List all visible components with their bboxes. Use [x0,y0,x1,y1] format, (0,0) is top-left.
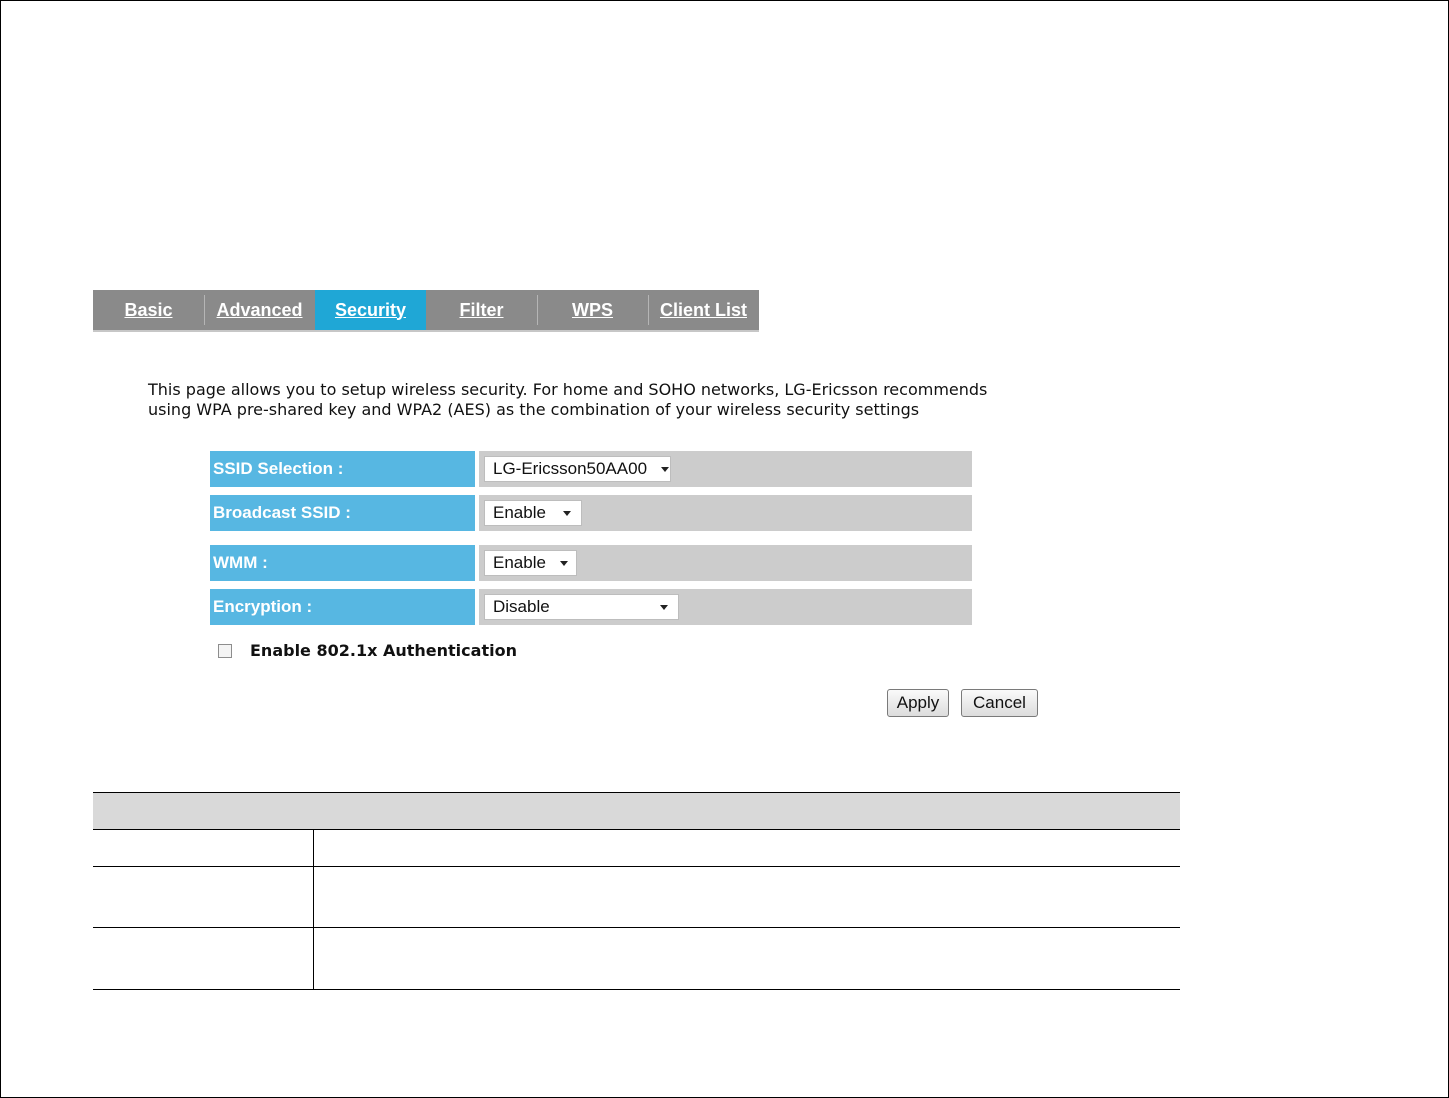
auth-8021x-row [218,641,517,660]
tab-security[interactable]: Security [315,290,426,330]
ssid-selection-value: LG-Ericsson50AA00 [493,459,648,478]
broadcast-ssid-row [210,495,972,531]
table-cell [93,867,314,928]
description-table [93,792,1180,990]
wmm-value: Enable [493,553,546,572]
apply-button[interactable]: Apply [887,689,949,717]
intro-line-1: This page allows you to setup wireless security. For home and SOHO networks, LG-Ericsson recommends [148,380,988,399]
chevron-down-icon [563,511,571,516]
intro-text [148,380,1048,420]
wmm-select[interactable] [484,550,577,576]
table-header-cell [93,793,1180,830]
tab-filter[interactable]: Filter [459,299,504,320]
chevron-down-icon [560,561,568,566]
table-cell [314,928,1181,990]
table-row [93,830,1180,867]
encryption-cell [479,589,972,625]
broadcast-ssid-label: Broadcast SSID : [210,495,475,531]
cancel-button[interactable]: Cancel [961,689,1038,717]
table-row [93,928,1180,990]
broadcast-ssid-value: Enable [493,503,546,522]
wmm-cell [479,545,972,581]
tab-advanced[interactable]: Advanced [204,290,315,330]
tab-basic[interactable]: Basic [124,299,173,320]
table-cell [93,928,314,990]
tab-bar [93,290,759,332]
chevron-down-icon [661,467,669,472]
table-cell [93,830,314,867]
broadcast-ssid-cell [479,495,972,531]
ssid-selection-label: SSID Selection : [210,451,475,487]
intro-line-2: using WPA pre-shared key and WPA2 (AES) as the combination of your wireless security settings [148,400,920,419]
auth-8021x-checkbox[interactable] [218,644,232,658]
broadcast-ssid-select[interactable] [484,500,582,526]
ssid-selection-select[interactable] [484,456,671,482]
table-cell [314,830,1181,867]
encryption-label: Encryption : [210,589,475,625]
encryption-row [210,589,972,625]
tab-client-list[interactable]: Client List [648,290,759,330]
table-header-row [93,793,1180,830]
wmm-row [210,545,972,581]
encryption-select[interactable] [484,594,679,620]
ssid-selection-cell [479,451,972,487]
encryption-value: Disable [493,597,550,616]
table-cell [314,867,1181,928]
tab-wps[interactable]: WPS [537,290,648,330]
auth-8021x-label: Enable 802.1x Authentication [250,641,517,660]
chevron-down-icon [660,605,668,610]
wmm-label: WMM : [210,545,475,581]
table-row [93,867,1180,928]
ssid-selection-row [210,451,972,487]
